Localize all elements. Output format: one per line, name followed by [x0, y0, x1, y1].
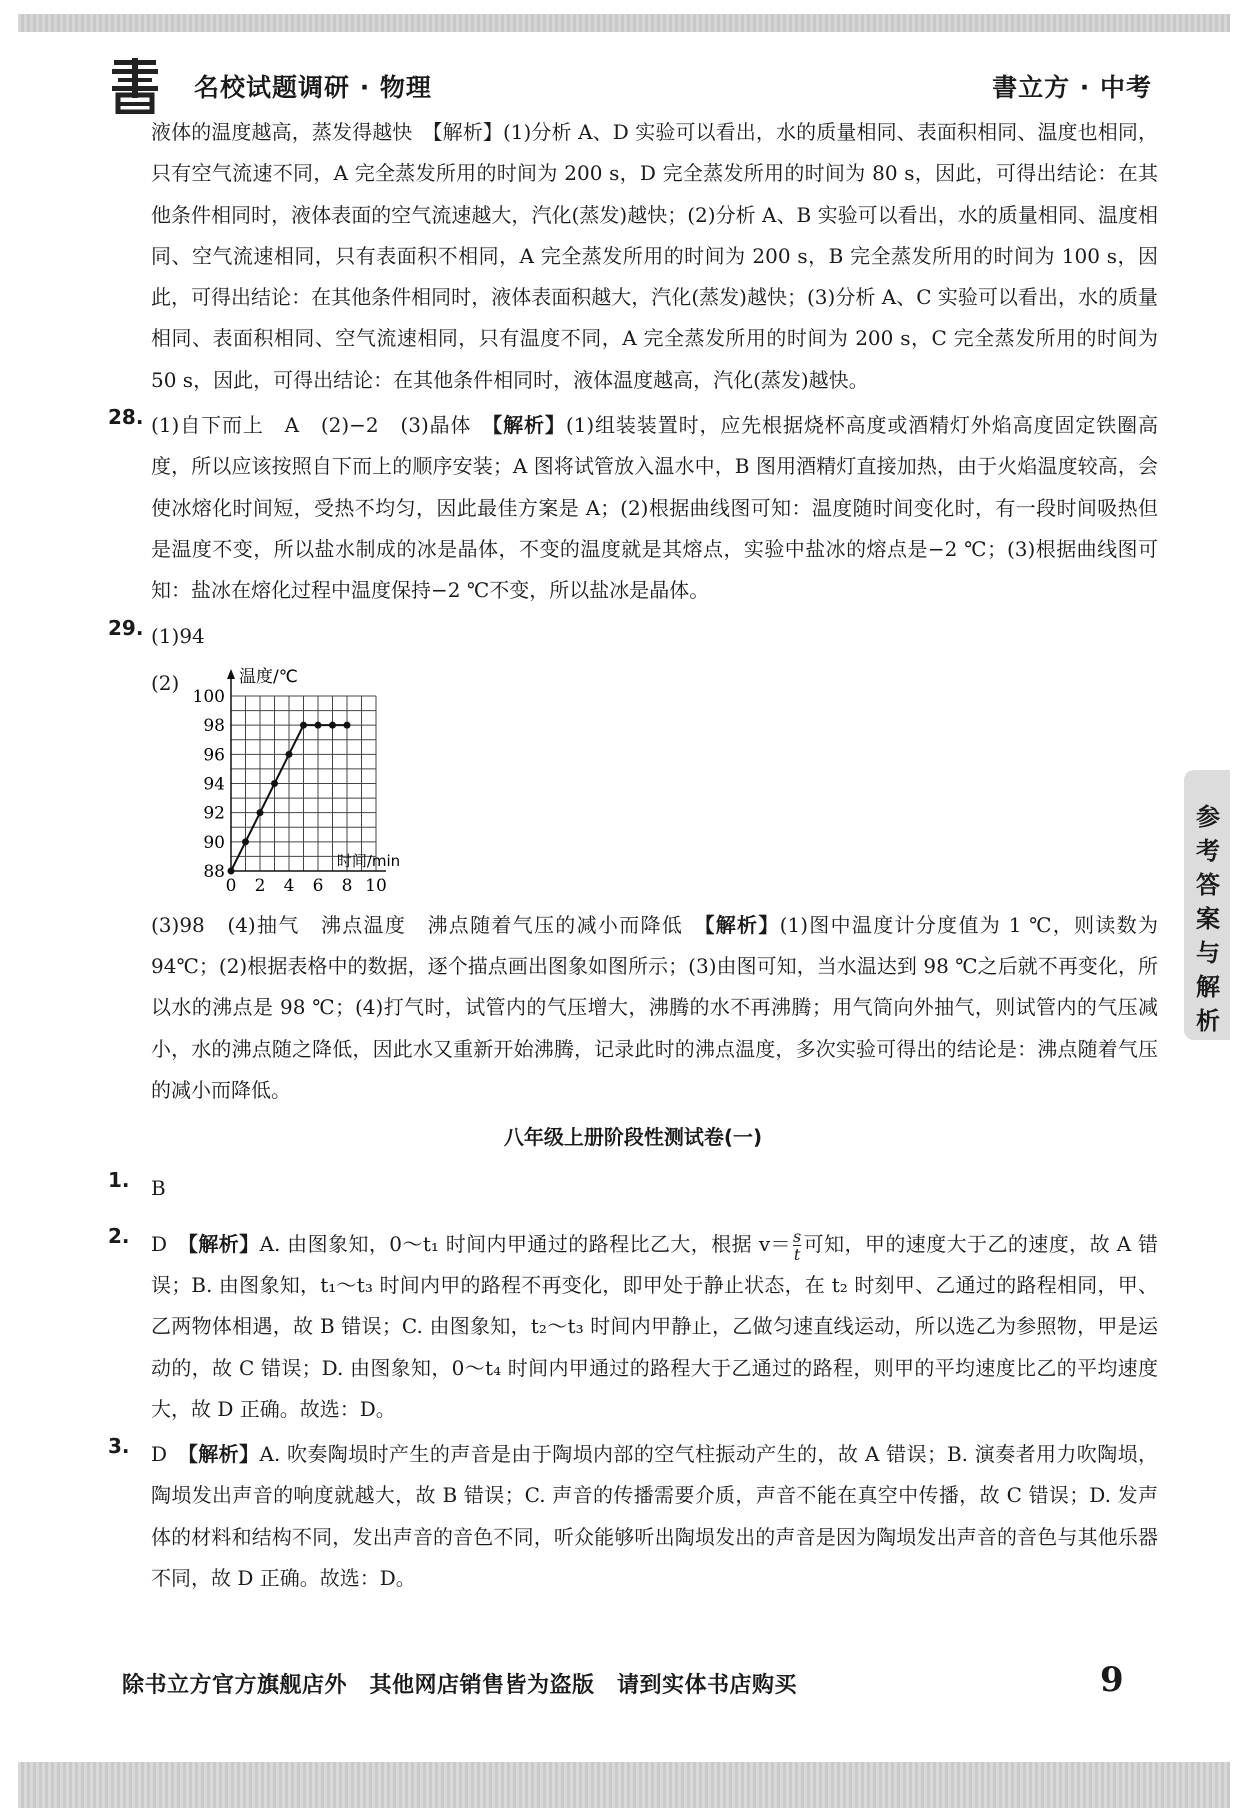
question-3	[108, 1434, 1158, 1599]
y-tick-label: 94	[203, 774, 225, 795]
q29-analysis-tag: 【解析】	[704, 912, 780, 937]
q3-analysis-tag: 【解析】	[187, 1442, 260, 1467]
q3-number: 3.	[108, 1434, 130, 1459]
book-logo-icon	[110, 58, 160, 114]
boiling-chart-block	[151, 661, 1158, 905]
data-point	[228, 867, 235, 874]
temperature-time-chart	[151, 661, 451, 905]
q28-number: 28.	[108, 405, 144, 430]
page-number: 9	[1100, 1660, 1124, 1700]
q28-answer: (1)自下而上 A (2)−2 (3)晶体	[151, 413, 493, 438]
y-tick-label: 88	[203, 861, 225, 882]
question-1	[108, 1168, 1158, 1209]
y-tick-label: 100	[192, 686, 225, 707]
x-tick-label: 8	[341, 875, 353, 896]
x-tick-label: 4	[283, 875, 295, 896]
q1-answer: B	[151, 1176, 166, 1201]
q29-number: 29.	[108, 615, 144, 640]
q29-answer: (3)98 (4)抽气 沸点温度 沸点随着气压的减小而降低	[151, 912, 705, 937]
answer-content	[108, 112, 1158, 1599]
y-tick-label: 92	[203, 803, 225, 824]
q29-part2-label: (2)	[151, 670, 180, 695]
data-point	[344, 722, 351, 729]
question-28	[108, 405, 1158, 611]
y-tick-label: 96	[203, 745, 225, 766]
q28-analysis: (1)组装装置时，应先根据烧杯高度或酒精灯外焰高度固定铁圈高度，所以应该按照自下而上的顺序安装；A 图将试管放入温水中，B 图用酒精灯直接加热，由于火焰温度较高，会使冰熔化时间短，受热不均匀，因此最佳方案是 A；(2)根据曲线图可知：温度随时间变化时，有一段时间吸热但是温度不变，所以盐水制成的冰是晶体，不变的温度就是其熔点，实验中盐冰的熔点是−2 ℃；(3)根据曲线图可知：盐冰在熔化过程中温度保持−2 ℃不变，所以盐冰是晶体。	[151, 413, 1158, 603]
data-point	[286, 751, 293, 758]
y-tick-label: 98	[203, 716, 225, 737]
section-title: 八年级上册阶段性测试卷(一)	[503, 1125, 763, 1150]
data-point	[315, 722, 322, 729]
x-tick-label: 6	[312, 875, 324, 896]
q2-answer: D	[151, 1231, 188, 1256]
q29-part1: (1)94	[151, 623, 205, 648]
q3-answer: D	[151, 1442, 188, 1467]
velocity-fraction	[793, 1228, 801, 1263]
question-29	[108, 616, 1158, 1112]
q2-number: 2.	[108, 1223, 130, 1248]
header-right-title: 書立方 · 中考	[992, 73, 1152, 102]
x-axis-label: 时间/min	[336, 851, 401, 870]
q2-analysis-b: 可知，甲的速度大于乙的速度，故 A 错误；B. 由图象知，t₁～t₃ 时间内甲的路程不再变化，即甲处于静止状态，在 t₂ 时刻甲、乙通过的路程相同，甲、乙两物体相遇，故 B 错误；C. 由图象知，t₂～t₃ 时间内甲静止，乙做匀速直线运动，所以选乙为参照物，甲是运动的，故 C 错误；D. 由图象知，0～t₄ 时间内甲通过的路程大于乙通过的路程，则甲的平均速度比乙的平均速度大，故 D 正确。故选：D。	[151, 1231, 1159, 1421]
q28-analysis-tag: 【解析】	[492, 413, 566, 438]
q2-analysis-tag: 【解析】	[187, 1231, 260, 1256]
question-2	[108, 1224, 1158, 1430]
q27-continuation: 液体的温度越高，蒸发得越快 【解析】(1)分析 A、D 实验可以看出，水的质量相同、表面积相同、温度也相同，只有空气流速不同，A 完全蒸发所用的时间为 200 s，D 完全蒸发所用的时间为 80 s，因此，可得出结论：在其他条件相同时，液体表面的空气流速越大，汽化(蒸发)越快；(2)分析 A、B 实验可以看出，水的质量相同、温度相同、空气流速相同，只有表面积不相同，A 完全蒸发所用的时间为 200 s，B 完全蒸发所用的时间为 100 s，因此，可得出结论：在其他条件相同时，液体表面积越大，汽化(蒸发)越快；(3)分析 A、C 实验可以看出，水的质量相同、表面积相同、空气流速相同，只有温度不同，A 完全蒸发所用的时间为 200 s，C 完全蒸发所用的时间为 50 s，因此，可得出结论：在其他条件相同时，液体温度越高，汽化(蒸发)越快。	[151, 120, 1158, 392]
data-point	[329, 722, 336, 729]
q3-analysis: A. 吹奏陶埙时产生的声音是由于陶埙内部的空气柱振动产生的，故 A 错误；B. 演奏者用力吹陶埙，陶埙发出声音的响度就越大，故 B 错误；C. 声音的传播需要介质，声音不能在真空中传播，故 C 错误；D. 发声体的材料和结构不同，发出声音的音色不同，听众能够听出陶埙发出的声音是因为陶埙发出声音的音色与其他乐器不同，故 D 正确。故选：D。	[151, 1442, 1158, 1591]
bottom-decor-bar	[18, 1762, 1230, 1808]
footer-notice: 除书立方官方旗舰店外 其他网店销售皆为盗版 请到实体书店购买	[122, 1673, 798, 1698]
q1-number: 1.	[108, 1168, 130, 1193]
data-point	[271, 780, 278, 787]
header-left-title: 名校试题调研 · 物理	[194, 73, 432, 102]
q2-analysis-a: A. 由图象知，0～t₁ 时间内甲通过的路程比乙大，根据 v＝	[259, 1231, 791, 1256]
side-tab-label: 参考答案与解析	[1196, 803, 1220, 1035]
q29-analysis: (1)图中温度计分度值为 1 ℃，则读数为 94℃；(2)根据表格中的数据，逐个描点画出图象如图所示；(3)由图可知，当水温达到 98 ℃之后就不再变化，所以水的沸点是 98 ℃；(4)打气时，试管内的气压增大，沸腾的水不再沸腾；用气筒向外抽气，则试管内的气压减小，水的沸点随之降低，因此水又重新开始沸腾，记录此时的沸点温度，多次实验可得出的结论是：沸点随着气压的减小而降低。	[151, 912, 1159, 1103]
y-axis-arrow	[227, 669, 235, 679]
x-tick-label: 0	[225, 875, 237, 896]
fraction-numerator: s	[793, 1226, 802, 1246]
y-tick-label: 90	[203, 832, 225, 853]
data-point	[242, 838, 249, 845]
data-point	[257, 809, 264, 816]
x-tick-label: 10	[365, 875, 387, 896]
top-decor-bar	[18, 14, 1230, 32]
x-tick-label: 2	[254, 875, 266, 896]
y-axis-label: 温度/℃	[239, 666, 298, 687]
fraction-denominator: t	[793, 1244, 801, 1264]
data-point	[300, 722, 307, 729]
